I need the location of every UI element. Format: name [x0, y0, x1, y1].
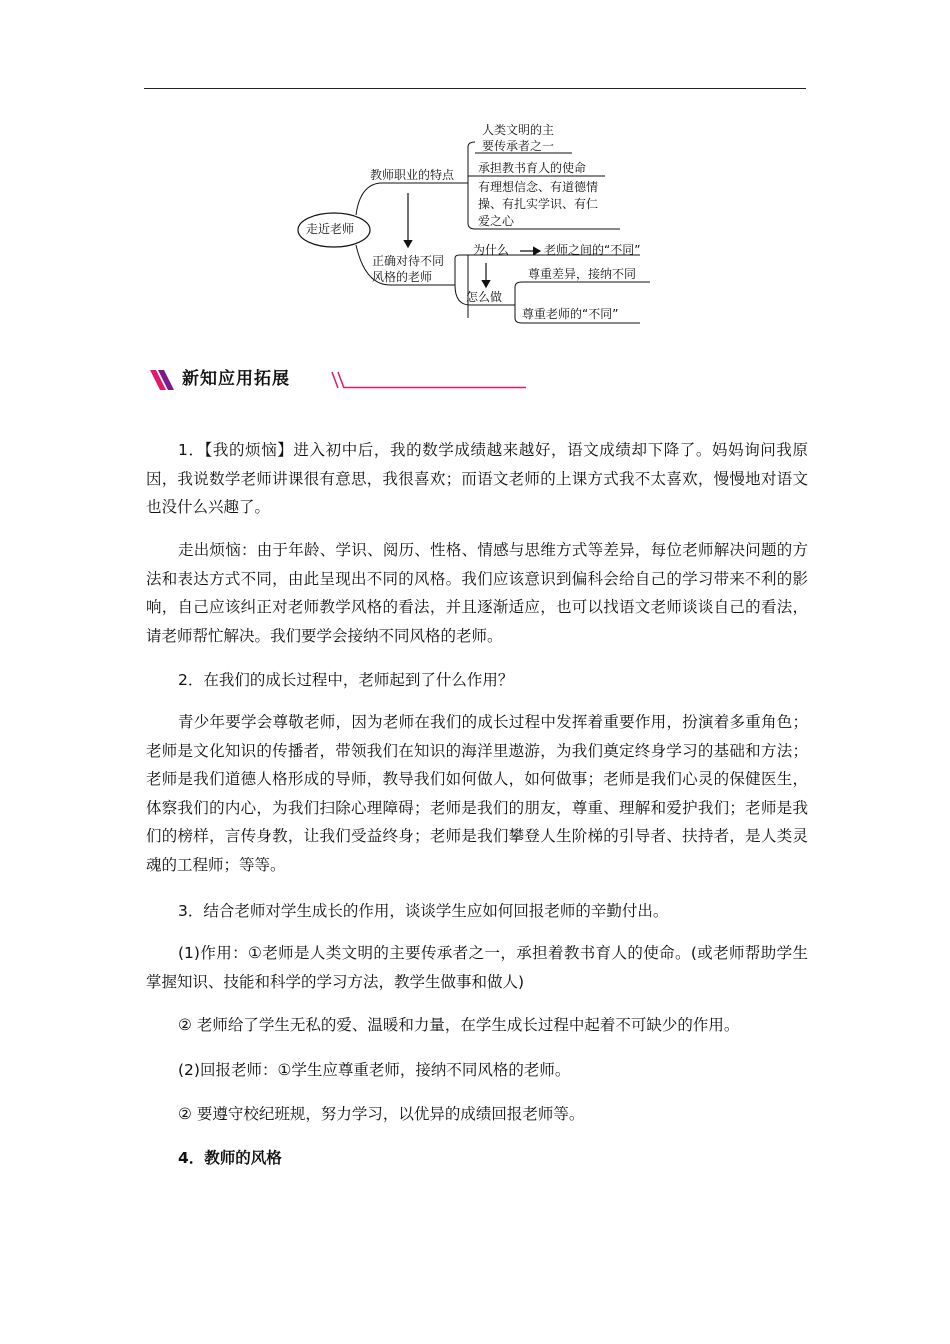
- mindmap-item-3b: 操、有扎实学识、有仁: [478, 197, 599, 211]
- section-title: 新知应用拓展: [182, 369, 290, 389]
- answer-1: 走出烦恼：由于年龄、学识、阅历、性格、情感与思维方式等差异，每位老师解决问题的方法和表达方式不同，由此呈现出不同的风格。我们应该意识到偏科会给自己的学习带来不利的影响，自己应该纠正对老师教学风格的看法，并且逐渐适应，也可以找语文老师谈谈自己的看法，请老师帮忙解决。我们要学会接纳不同风格的老师。: [146, 541, 808, 645]
- mindmap-branch1-label: 教师职业的特点: [370, 168, 455, 182]
- mindmap-item-1b: 要传承者之一: [482, 139, 555, 153]
- mindmap-how-item-1: 尊重差异，接纳不同: [528, 267, 637, 281]
- top-rule: [144, 88, 806, 89]
- question-3: 3．结合老师对学生成长的作用，谈谈学生应如何回报老师的辛勤付出。: [178, 902, 669, 920]
- mindmap-why-target: 老师之间的“不同”: [544, 243, 641, 257]
- mindmap-root: 走近老师: [306, 222, 355, 236]
- answer-3-part-4: ② 要遵守校纪班规，努力学习，以优异的成绩回报老师等。: [178, 1105, 585, 1123]
- answer-2: 青少年要学会尊敬老师，因为老师在我们的成长过程中发挥着重要作用，扮演着多重角色；老师是文化知识的传播者，带领我们在知识的海洋里遨游，为我们奠定终身学习的基础和方法；老师是我们道德人格形成的导师，教导我们如何做人，如何做事；老师是我们心灵的保健医生，体察我们的内心，为我们扫除心理障碍；老师是我们的朋友，尊重、理解和爱护我们；老师是我们的榜样，言传身教，让我们受益终身；老师是我们攀登人生阶梯的引导者、扶持者，是人类灵魂的工程师；等等。: [146, 713, 808, 874]
- answer-3-part-3: (2)回报老师：①学生应尊重老师，接纳不同风格的老师。: [178, 1061, 571, 1079]
- mindmap-item-3a: 有理想信念、有道德情: [478, 180, 599, 194]
- mindmap-how: 怎么做: [466, 290, 503, 304]
- mindmap-item-3c: 爱之心: [478, 214, 515, 228]
- question-1: 1．【我的烦恼】进入初中后，我的数学成绩越来越好，语文成绩却下降了。妈妈询问我原因，我说数学老师讲课很有意思，我很喜欢；而语文老师的上课方式我不太喜欢，慢慢地对语文也没什么兴趣了。: [146, 441, 808, 516]
- mindmap-how-item-2: 尊重老师的“不同”: [522, 307, 619, 321]
- mindmap-branch2-label-2: 风格的老师: [372, 270, 433, 284]
- mindmap-item-1a: 人类文明的主: [482, 123, 555, 137]
- mindmap-item-2: 承担教书育人的使命: [478, 161, 587, 175]
- mind-map: [290, 115, 670, 330]
- question-2: 2．在我们的成长过程中，老师起到了什么作用？: [178, 671, 514, 689]
- mindmap-branch2-label-1: 正确对待不同: [372, 254, 445, 268]
- answer-3-part-1: (1)作用：①老师是人类文明的主要传承者之一，承担着教书育人的使命。(或老师帮助学生掌握知识、技能和科学的学习方法，教学生做事和做人): [146, 944, 808, 991]
- answer-3-part-2: ② 老师给了学生无私的爱、温暖和力量，在学生成长过程中起着不可缺少的作用。: [178, 1016, 740, 1034]
- question-4: 4．教师的风格: [178, 1149, 282, 1167]
- section-header: [146, 366, 536, 394]
- mindmap-why: 为什么: [473, 243, 510, 257]
